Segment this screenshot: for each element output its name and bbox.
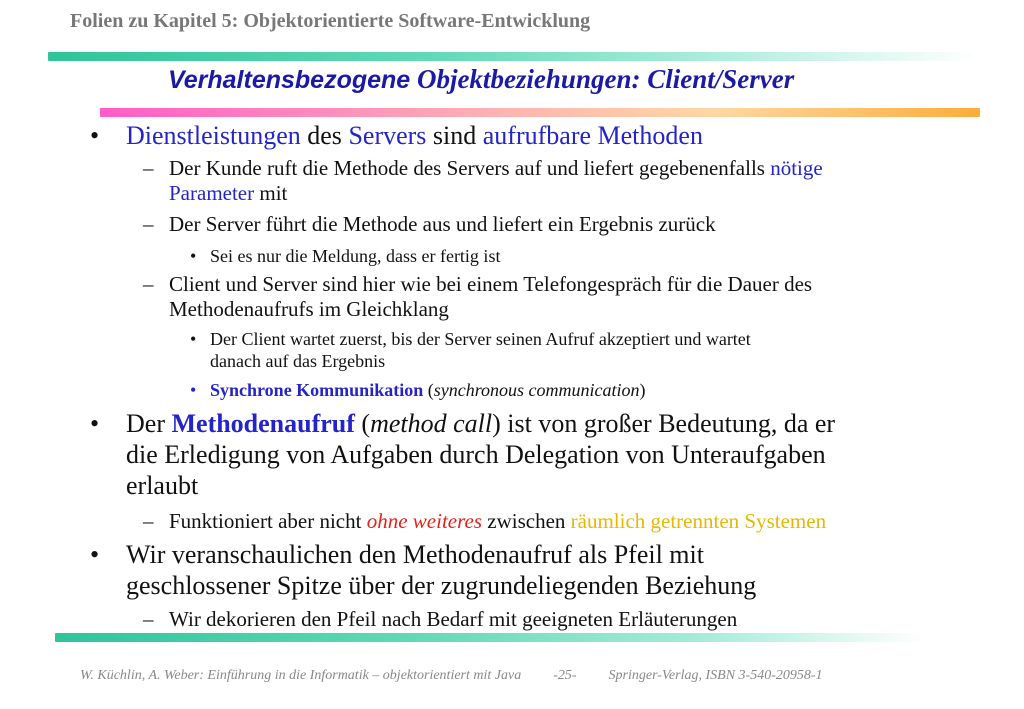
bullet-2-line2: die Erledigung von Aufgaben durch Delegation von Unteraufgaben: [126, 440, 826, 469]
bullet-dot: •: [190, 246, 197, 266]
term-synchrone-kommunikation: Synchrone Kommunikation: [210, 380, 424, 400]
top-divider: [48, 52, 978, 61]
bullet-dot: •: [90, 121, 100, 150]
paren-open: (: [354, 409, 371, 438]
text-der: Der: [126, 409, 172, 438]
sub-sub-bullet-1-3-1-line1: Der Client wartet zuerst, bis der Server seinen Aufruf akzeptiert und wartet: [210, 329, 751, 349]
bullet-2-line3: erlaubt: [126, 471, 199, 500]
bullet-dot: •: [90, 540, 100, 569]
sub-sub-bullet-1-3-1-line2: danach auf das Ergebnis: [210, 351, 386, 371]
term-synchronous-communication: synchronous communication: [433, 380, 640, 400]
term-aufrufbare-methoden: aufrufbare Methoden: [482, 121, 703, 150]
bullet-3-line2: geschlossener Spitze über der zugrundeliegenden Beziehung: [126, 571, 757, 600]
dash: –: [143, 212, 154, 236]
dash: –: [143, 272, 154, 296]
term-servers: Servers: [348, 121, 427, 150]
text-sind: sind: [426, 121, 483, 150]
sub-bullet-1-3-line2: Methodenaufrufs im Gleichklang: [169, 297, 449, 321]
dash: –: [143, 156, 154, 180]
sub-bullet-1-2-text: Der Server führt die Methode aus und liefert ein Ergebnis zurück: [169, 212, 716, 236]
bullet-dot: •: [190, 380, 197, 400]
header-title: Folien zu Kapitel 5: Objektorientierte Software-Entwicklung: [70, 10, 591, 32]
term-method-call: method call: [370, 409, 493, 438]
sub-bullet-3-1-text: Wir dekorieren den Pfeil nach Bedarf mit geeigneten Erläuterungen: [169, 607, 738, 631]
dash: –: [143, 607, 154, 631]
text: ) ist von großer Bedeutung, da er: [492, 409, 836, 438]
footer-publisher: Springer-Verlag, ISBN 3-540-20958-1: [608, 668, 823, 683]
sub-bullet-1-3-line1: Client und Server sind hier wie bei einem Telefongespräch für die Dauer des: [169, 272, 813, 296]
footer: [80, 668, 855, 684]
slide-title: [168, 64, 794, 95]
sub-sub-bullet-1-2-1-text: Sei es nur die Meldung, dass er fertig ist: [210, 246, 501, 266]
sub-sub-bullet-1-3-2-text: [210, 379, 646, 401]
dash: –: [143, 509, 154, 533]
term-ohne-weiteres: ohne weiteres: [366, 509, 482, 533]
bullet-1-text: [126, 120, 703, 151]
text: Der Kunde ruft die Methode des Servers auf und liefert gegebenenfalls: [169, 156, 771, 180]
bullet-3-line1: Wir veranschaulichen den Methodenaufruf als Pfeil mit: [126, 540, 704, 569]
text-des: des: [300, 121, 349, 150]
text-zwischen: zwischen: [482, 509, 571, 533]
bottom-divider: [55, 633, 925, 642]
text: Funktioniert aber nicht: [169, 509, 367, 533]
title-divider: [100, 108, 980, 117]
bullet-2-line1: [126, 408, 835, 439]
term-parameter: Parameter: [169, 181, 255, 205]
footer-page-number: -25-: [553, 668, 577, 683]
bullet-dot: •: [190, 329, 197, 349]
paren-close: ): [639, 380, 646, 400]
text-mit: mit: [254, 181, 288, 205]
sub-bullet-2-1-text: [169, 509, 826, 534]
term-noetige: nötige: [770, 156, 823, 180]
slide-title-part2: Objektbeziehungen: Client/Server: [410, 64, 795, 94]
slide-title-part1: Verhaltensbezogene: [168, 66, 411, 94]
bullet-dot: •: [90, 409, 100, 438]
paren-open: (: [423, 380, 434, 400]
footer-citation: W. Küchlin, A. Weber: Einführung in die Informatik – objektorientiert mit Java: [80, 668, 522, 683]
term-dienstleistungen: Dienstleistungen: [126, 121, 301, 150]
sub-bullet-1-1-line1: [169, 156, 823, 181]
sub-bullet-1-1-line2: [169, 181, 287, 206]
term-raeumlich-getrennten-systemen: räumlich getrennten Systemen: [570, 509, 827, 533]
term-methodenaufruf: Methodenaufruf: [171, 409, 355, 438]
